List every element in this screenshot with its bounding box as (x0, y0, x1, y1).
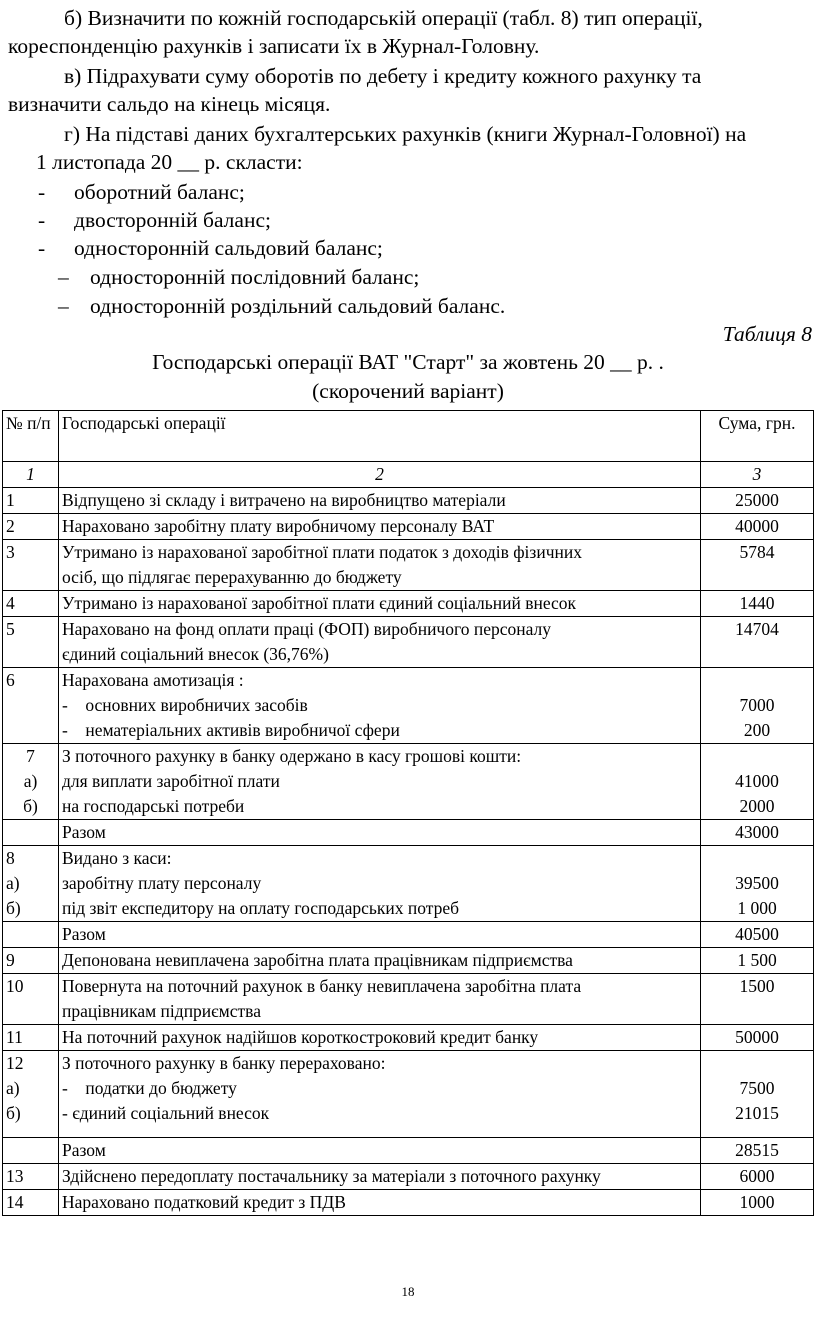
row-operation-line: для виплати заробітної плати (62, 771, 280, 791)
list-bullet: - (38, 236, 46, 260)
task-v-line1: в) Підрахувати суму оборотів по дебету і кредиту кожного рахунку та (64, 64, 702, 88)
row-sum: 1 500 (701, 948, 814, 974)
row-operation-line: - основних виробничих засобів (62, 695, 308, 715)
table-total-row (3, 922, 814, 948)
task-b-line2: кореспонденцію рахунків і записати їх в Журнал-Головну. (8, 34, 540, 58)
row-operation (59, 974, 701, 1025)
row-num-line: 7 (26, 746, 35, 766)
row-num: 9 (3, 948, 59, 974)
row-operation-line: Утримано із нарахованої заробітної плати податок з доходів фізичних (62, 542, 582, 562)
row-num: 4 (3, 591, 59, 617)
row-operation: Відпущено зі складу і витрачено на виробництво матеріали (59, 488, 701, 514)
row-num: 11 (3, 1025, 59, 1051)
operations-table (2, 410, 814, 1216)
page-number: 18 (401, 1284, 415, 1299)
row-sum: 40000 (701, 514, 814, 540)
task-g-line2: 1 листопада 20 __ р. скласти: (36, 150, 303, 174)
list-item-one-sided-balance: односторонній сальдовий баланс; (74, 236, 383, 260)
row-num: 5 (3, 617, 59, 668)
row-operation (59, 1051, 701, 1138)
column-number-row (3, 462, 814, 488)
row-num: 2 (3, 514, 59, 540)
table-row (3, 617, 814, 668)
row-sum (701, 1051, 814, 1138)
row-sum-line: 7500 (739, 1078, 775, 1098)
header-num: № п/п (3, 411, 59, 462)
row-operation-line: - податки до бюджету (62, 1078, 237, 1098)
list-bullet: – (58, 265, 69, 289)
row-operation-line: - єдиний соціальний внесок (62, 1103, 270, 1123)
row-sum-line: 39500 (735, 873, 779, 893)
list-bullet: - (38, 180, 46, 204)
row-num: 1 (3, 488, 59, 514)
row-operation (59, 617, 701, 668)
row-sum (701, 744, 814, 820)
colnum-1: 1 (3, 462, 59, 488)
row-sum-line: 1 000 (737, 898, 777, 918)
row-num-line: б) (6, 898, 21, 918)
header-operations: Господарські операції (59, 411, 701, 462)
row-num-line: а) (23, 771, 38, 791)
row-operation: Здійснено передоплату постачальнику за матеріали з поточного рахунку (59, 1164, 701, 1190)
table-total-row (3, 1138, 814, 1164)
row-num (3, 846, 59, 922)
row-sum: 50000 (701, 1025, 814, 1051)
task-v-line2: визначити сальдо на кінець місяця. (8, 92, 331, 116)
task-g-line1: г) На підставі даних бухгалтерських рахунків (книги Журнал-Головної) на (64, 122, 747, 146)
row-operation-line: Нарахована амотизація : (62, 670, 244, 690)
list-item-separate-balance: односторонній роздільний сальдовий баланс. (90, 294, 506, 318)
colnum-3: 3 (701, 462, 814, 488)
row-sum-line: 200 (743, 720, 771, 740)
row-sum: 1500 (701, 974, 814, 1025)
row-operation: Депонована невиплачена заробітна плата працівникам підприємства (59, 948, 701, 974)
row-num: 6 (3, 668, 59, 744)
table-row (3, 668, 814, 744)
table-row (3, 948, 814, 974)
total-label: Разом (59, 1138, 701, 1164)
list-item-two-sided-balance: двосторонній баланс; (74, 208, 271, 232)
table-row (3, 514, 814, 540)
header-sum: Сума, грн. (701, 411, 814, 462)
row-operation: Утримано із нарахованої заробітної плати єдиний соціальний внесок (59, 591, 701, 617)
list-bullet: – (58, 294, 69, 318)
row-operation-line: під звіт експедитору на оплату господарських потреб (62, 898, 459, 918)
row-num: 13 (3, 1164, 59, 1190)
row-operation-line: Видано з каси: (62, 848, 172, 868)
row-num: 10 (3, 974, 59, 1025)
row-operation (59, 846, 701, 922)
table-title: Господарські операції ВАТ "Старт" за жовтень 20 __ р. . (152, 350, 664, 374)
row-operation: Нараховано заробітну плату виробничому персоналу ВАТ (59, 514, 701, 540)
row-num (3, 1051, 59, 1138)
row-sum (701, 668, 814, 744)
row-operation-line: Повернута на поточний рахунок в банку невиплачена заробітна плата (62, 976, 582, 996)
row-num-line: 12 (6, 1053, 24, 1073)
table-row (3, 846, 814, 922)
table-subtitle: (скорочений варіант) (312, 379, 504, 403)
row-sum: 1000 (701, 1190, 814, 1216)
row-num: 3 (3, 540, 59, 591)
total-sum: 40500 (701, 922, 814, 948)
row-sum: 1440 (701, 591, 814, 617)
row-num: 14 (3, 1190, 59, 1216)
table-row (3, 540, 814, 591)
row-sum: 5784 (701, 540, 814, 591)
row-operation (59, 540, 701, 591)
list-item-sequential-balance: односторонній послідовний баланс; (90, 265, 420, 289)
total-sum: 28515 (701, 1138, 814, 1164)
total-label: Разом (59, 820, 701, 846)
row-operation-line: працівникам підприємства (62, 1001, 261, 1021)
task-b-line1: б) Визначити по кожній господарській операції (табл. 8) тип операції, (64, 6, 703, 30)
row-num-line: а) (6, 1078, 20, 1098)
row-sum-line: 2000 (739, 796, 775, 816)
table-row (3, 1164, 814, 1190)
row-sum (701, 846, 814, 922)
table-total-row (3, 820, 814, 846)
table-caption: Таблиця 8 (722, 322, 812, 346)
row-operation (59, 744, 701, 820)
row-operation: На поточний рахунок надійшов короткостроковий кредит банку (59, 1025, 701, 1051)
table-header-row (3, 411, 814, 462)
row-sum: 14704 (701, 617, 814, 668)
row-operation: Нараховано податковий кредит з ПДВ (59, 1190, 701, 1216)
row-sum-line: 7000 (739, 695, 775, 715)
table-row (3, 1025, 814, 1051)
list-bullet: - (38, 208, 46, 232)
row-num-line: б) (6, 1103, 21, 1123)
row-operation-line: на господарські потреби (62, 796, 245, 816)
row-sum-line: 21015 (735, 1103, 779, 1123)
table-row (3, 488, 814, 514)
row-sum: 6000 (701, 1164, 814, 1190)
row-num (3, 744, 59, 820)
total-sum: 43000 (701, 820, 814, 846)
row-sum-line: 41000 (735, 771, 779, 791)
colnum-2: 2 (59, 462, 701, 488)
table-row (3, 974, 814, 1025)
table-row (3, 1051, 814, 1138)
row-operation-line: - нематеріальних активів виробничої сфери (62, 720, 400, 740)
table-row (3, 744, 814, 820)
row-operation-line: З поточного рахунку в банку одержано в касу грошові кошти: (62, 746, 522, 766)
table-row (3, 591, 814, 617)
row-operation-line: заробітну плату персоналу (62, 873, 262, 893)
row-operation-line: осіб, що підлягає перерахуванню до бюджету (62, 567, 402, 587)
row-operation-line: єдиний соціальний внесок (36,76%) (62, 644, 329, 664)
row-operation-line: Нараховано на фонд оплати праці (ФОП) виробничого персоналу (62, 619, 552, 639)
row-sum: 25000 (701, 488, 814, 514)
row-num-line: б) (23, 796, 38, 816)
row-num-line: а) (6, 873, 20, 893)
row-operation (59, 668, 701, 744)
total-label: Разом (59, 922, 701, 948)
table-row (3, 1190, 814, 1216)
list-item-turnover-balance: оборотний баланс; (74, 180, 245, 204)
row-num-line: 8 (6, 848, 15, 868)
row-operation-line: З поточного рахунку в банку перераховано: (62, 1053, 386, 1073)
